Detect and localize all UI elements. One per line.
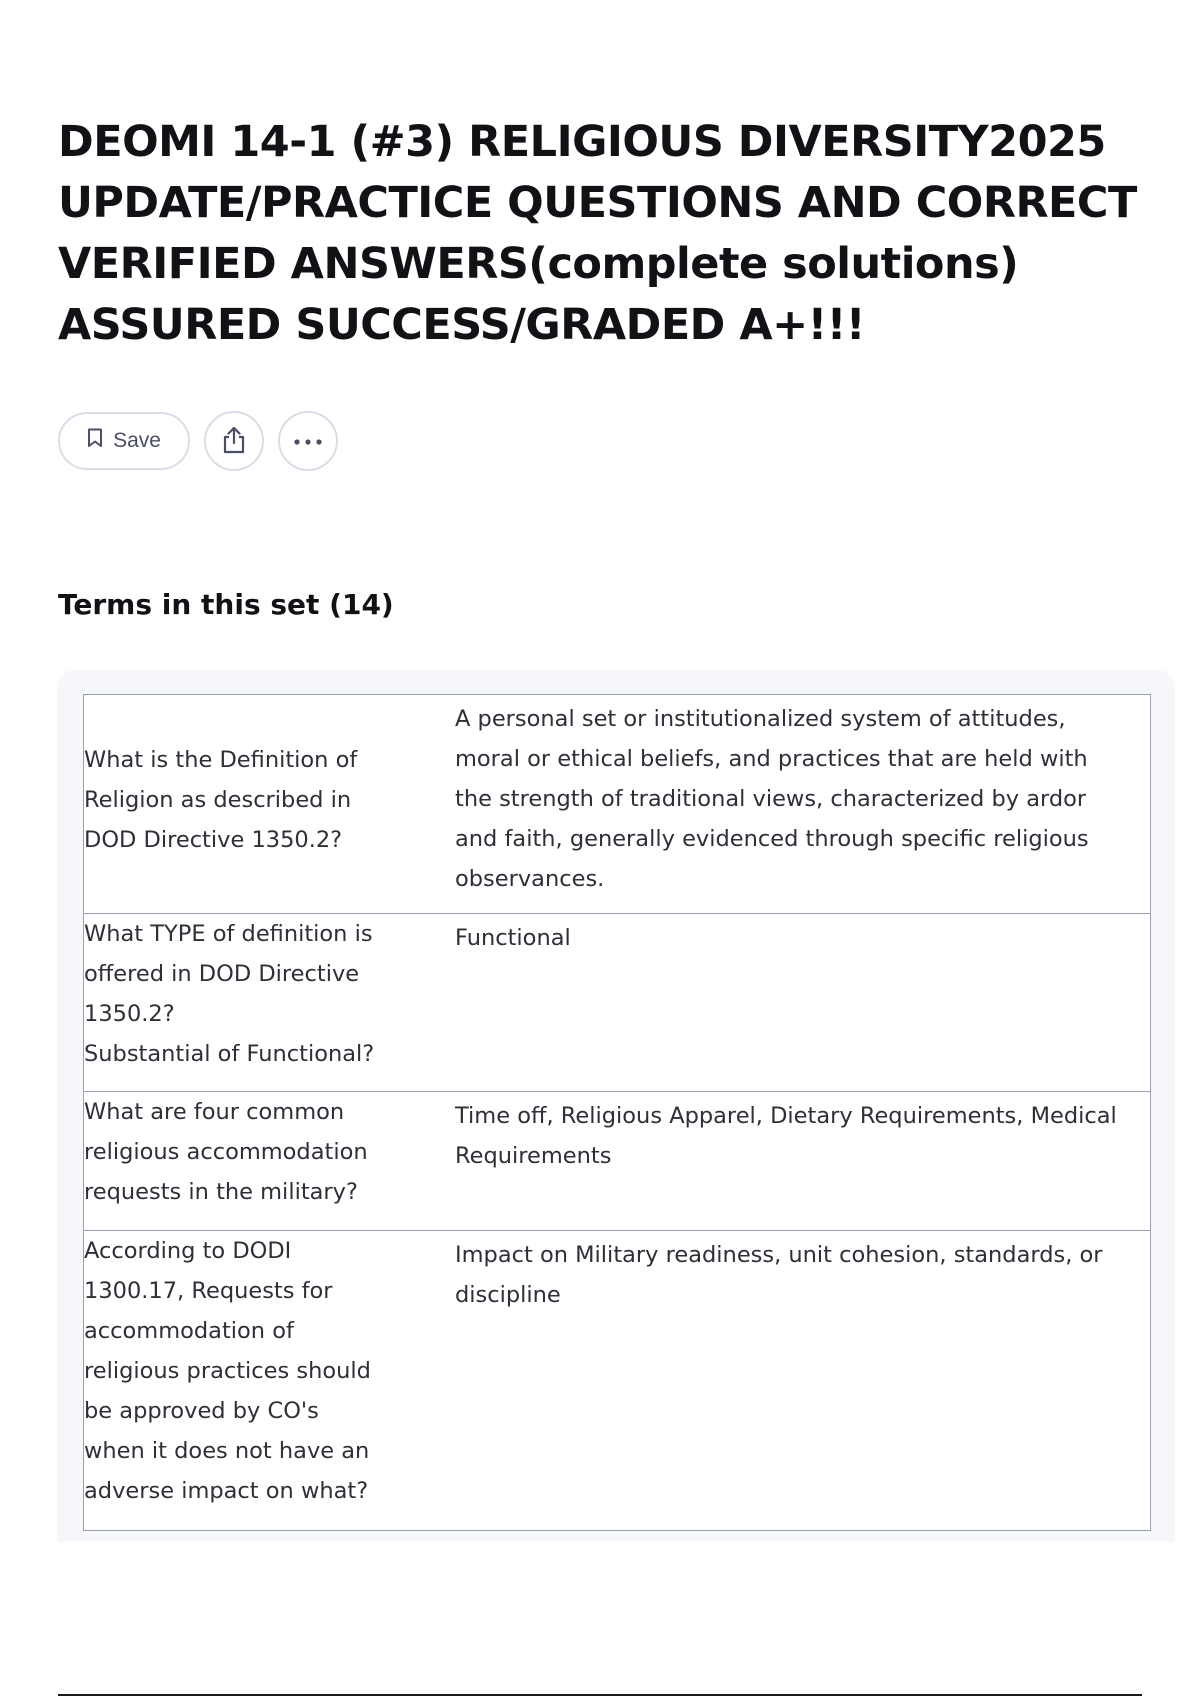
term-cell	[84, 914, 405, 1092]
term-row	[84, 695, 1151, 914]
term-row	[84, 1231, 1151, 1531]
bookmark-icon	[87, 428, 103, 454]
term-text: adverse impact on what?	[84, 1478, 369, 1504]
term-text: What are four common	[84, 1099, 345, 1125]
terms-table	[83, 694, 1151, 1531]
definition-text: Functional	[455, 925, 571, 951]
term-text: offered in DOD Directive	[84, 961, 360, 987]
divider	[58, 1694, 1142, 1696]
term-text: accommodation of	[84, 1318, 294, 1344]
term-text: What is the Definition of	[84, 747, 358, 773]
more-horizontal-icon	[293, 434, 323, 449]
term-row	[84, 1092, 1151, 1231]
term-text: be approved by CO's	[84, 1398, 319, 1424]
page-title: DEOMI 14-1 (#3) RELIGIOUS DIVERSITY2025 UPDATE/PRACTICE QUESTIONS AND CORRECT VERIFIED ANSWERS(complete solutions) ASSURED SUCCESS/GRADED A+!!!	[58, 117, 1137, 350]
term-cell	[84, 695, 405, 914]
definition-text: Time off, Religious Apparel, Dietary Requirements, Medical Requirements	[455, 1103, 1117, 1169]
definition-cell	[404, 1231, 1151, 1531]
term-text: DOD Directive 1350.2?	[84, 827, 343, 853]
term-text: Substantial of Functional?	[84, 1041, 375, 1067]
term-text: According to DODI	[84, 1238, 292, 1264]
term-text: religious accommodation	[84, 1139, 368, 1165]
definition-cell	[404, 695, 1151, 914]
term-row	[84, 914, 1151, 1092]
share-button[interactable]	[204, 411, 264, 471]
share-icon	[221, 426, 247, 457]
term-text: What TYPE of definition is	[84, 921, 373, 947]
more-options-button[interactable]	[278, 411, 338, 471]
definition-text: A personal set or institutionalized system of attitudes, moral or ethical beliefs, and practices that are held with the strength of traditional views, characterized by ardor and faith, generally evidenced through specific religious observances.	[455, 706, 1089, 892]
definition-cell	[404, 1092, 1151, 1231]
term-cell	[84, 1092, 405, 1231]
terms-heading: Terms in this set (14)	[58, 588, 394, 621]
term-text: when it does not have an	[84, 1438, 370, 1464]
definition-text: Impact on Military readiness, unit cohesion, standards, or discipline	[455, 1242, 1103, 1308]
term-text: religious practices should	[84, 1358, 371, 1384]
save-label: Save	[113, 429, 161, 452]
term-text: 1300.17, Requests for	[84, 1278, 333, 1304]
term-text: requests in the military?	[84, 1179, 358, 1205]
save-button[interactable]	[58, 412, 190, 470]
action-bar	[58, 410, 338, 472]
definition-cell	[404, 914, 1151, 1092]
term-cell	[84, 1231, 405, 1531]
term-text: 1350.2?	[84, 1001, 175, 1027]
term-text: Religion as described in	[84, 787, 352, 813]
